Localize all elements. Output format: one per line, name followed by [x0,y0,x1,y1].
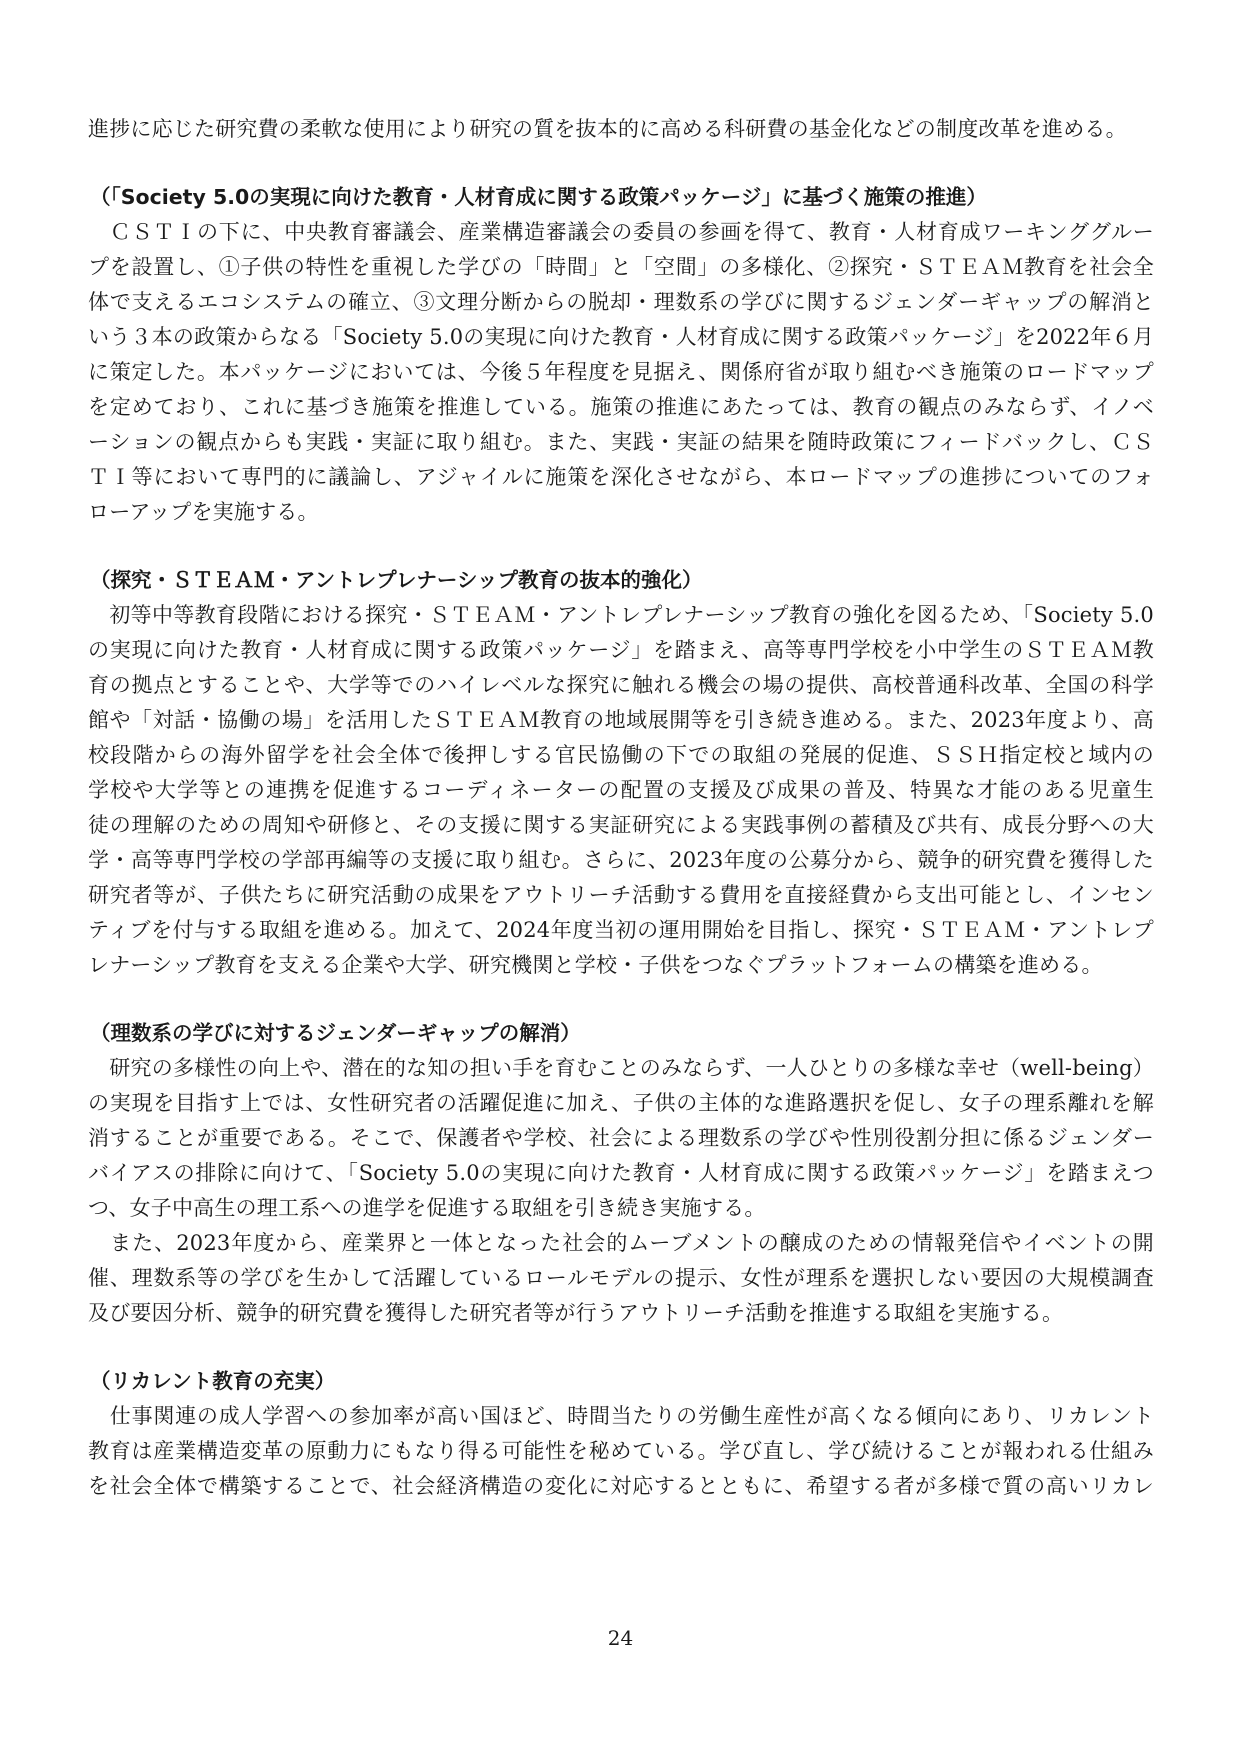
paragraph-line: 教育は産業構造変革の原動力にもなり得る可能性を秘めている。学び直し、学び続けることが報われる仕組み [88,1439,1154,1463]
paragraph-line: 及び要因分析、競争的研究費を獲得した研究者等が行うアウトリーチ活動を推進する取組を実施する。 [88,1301,1064,1325]
paragraph-line: 館や「対話・協働の場」を活用したＳＴＥＡＭ教育の地域展開等を引き続き進める。また、2023年度より、高 [88,708,1154,732]
paragraph-line: ティブを付与する取組を進める。加えて、2024年度当初の運用開始を目指し、探究・ＳＴＥＡＭ・アントレプ [88,918,1154,942]
paragraph-line: 徒の理解のための周知や研修と、その支援に関する実証研究による実践事例の蓄積及び共有、成長分野への大 [88,813,1154,837]
paragraph-line: 育の拠点とすることや、大学等でのハイレベルな探究に触れる機会の場の提供、高校普通科改革、全国の科学 [88,673,1154,697]
intro-paragraph [88,112,1154,147]
paragraph [88,1399,1154,1504]
paragraph [88,598,1154,983]
paragraph-line: ーションの観点からも実践・実証に取り組む。また、実践・実証の結果を随時政策にフィードバックし、ＣＳ [88,430,1154,454]
paragraph-line: バイアスの排除に向けて、「Society 5.0の実現に向けた教育・人材育成に関する政策パッケージ」を踏まえつ [88,1161,1154,1185]
paragraph-line: 仕事関連の成人学習への参加率が高い国ほど、時間当たりの労働生産性が高くなる傾向にあり、リカレント [88,1404,1154,1428]
paragraph-line: ローアップを実施する。 [88,500,319,524]
paragraph-line: の実現を目指す上では、女性研究者の活躍促進に加え、子供の主体的な進路選択を促し、女子の理系離れを解 [88,1091,1154,1115]
paragraph-line: いう３本の政策からなる「Society 5.0の実現に向けた教育・人材育成に関する政策パッケージ」を2022年６月 [88,325,1154,349]
section-gender-gap-stem [88,1016,1154,1331]
page-number: 24 [607,1626,634,1650]
paragraph-line: 学校や大学等との連携を促進するコーディネーターの配置の支援及び成果の普及、特異な才能のある児童生 [88,778,1154,802]
paragraph-line: の実現に向けた教育・人材育成に関する政策パッケージ」を踏まえ、高等専門学校を小中学生のＳＴＥＡＭ教 [88,638,1154,662]
section-heading: （理数系の学びに対するジェンダーギャップの解消） [90,1021,581,1045]
section-heading: （リカレント教育の充実） [90,1369,336,1393]
section-heading: （「Society 5.0の実現に向けた教育・人材育成に関する政策パッケージ」に基づく施策の推進） [90,185,987,209]
section-society5-policy-package [88,180,1154,530]
paragraph-line: 体で支えるエコシステムの確立、③文理分断からの脱却・理数系の学びに関するジェンダーギャップの解消と [88,290,1154,314]
paragraph-line: つ、女子中高生の理工系への進学を促進する取組を引き続き実施する。 [88,1196,766,1220]
paragraph-line: に策定した。本パッケージにおいては、今後５年程度を見据え、関係府省が取り組むべき施策のロードマップ [88,360,1154,384]
paragraph-line: また、2023年度から、産業界と一体となった社会的ムーブメントの醸成のための情報発信やイベントの開 [88,1231,1154,1255]
paragraph [88,215,1154,530]
intro-line: 進捗に応じた研究費の柔軟な使用により研究の質を抜本的に高める科研費の基金化などの制度改革を進める。 [88,117,1127,141]
paragraph [88,1226,1154,1331]
paragraph [88,1051,1154,1226]
paragraph-line: を定めており、これに基づき施策を推進している。施策の推進にあたっては、教育の観点のみならず、イノベ [88,395,1154,419]
paragraph-line: を社会全体で構築することで、社会経済構造の変化に対応するとともに、希望する者が多様で質の高いリカレ [88,1474,1154,1498]
paragraph-line: 学・高等専門学校の学部再編等の支援に取り組む。さらに、2023年度の公募分から、競争的研究費を獲得した [88,848,1154,872]
paragraph-line: ＴＩ等において専門的に議論し、アジャイルに施策を深化させながら、本ロードマップの進捗についてのフォ [88,465,1154,489]
paragraph-line: 初等中等教育段階における探究・ＳＴＥＡＭ・アントレプレナーシップ教育の強化を図るため、「Society 5.0 [88,603,1154,627]
document-body [88,112,1154,1504]
paragraph-line: 消することが重要である。そこで、保護者や学校、社会による理数系の学びや性別役割分担に係るジェンダー [88,1126,1154,1150]
paragraph-line: ＣＳＴＩの下に、中央教育審議会、産業構造審議会の委員の参画を得て、教育・人材育成ワーキンググルー [88,220,1154,244]
section-steam-entrepreneurship [88,563,1154,983]
paragraph-line: 研究者等が、子供たちに研究活動の成果をアウトリーチ活動する費用を直接経費から支出可能とし、インセン [88,883,1154,907]
paragraph-line: プを設置し、①子供の特性を重視した学びの「時間」と「空間」の多様化、②探究・ＳＴＥＡＭ教育を社会全 [88,255,1154,279]
paragraph-line: 研究の多様性の向上や、潜在的な知の担い手を育むことのみならず、一人ひとりの多様な幸せ（well-being） [88,1056,1154,1080]
paragraph-line: 催、理数系等の学びを生かして活躍しているロールモデルの提示、女性が理系を選択しない要因の大規模調査 [88,1266,1154,1290]
paragraph-line: 校段階からの海外留学を社会全体で後押しする官民協働の下での取組の発展的促進、ＳＳＨ指定校と域内の [88,743,1154,767]
section-recurrent-education [88,1364,1154,1504]
paragraph-line: レナーシップ教育を支える企業や大学、研究機関と学校・子供をつなぐプラットフォームの構築を進める。 [88,953,1103,977]
section-heading: （探究・ＳＴＥＡＭ・アントレプレナーシップ教育の抜本的強化） [90,568,703,592]
